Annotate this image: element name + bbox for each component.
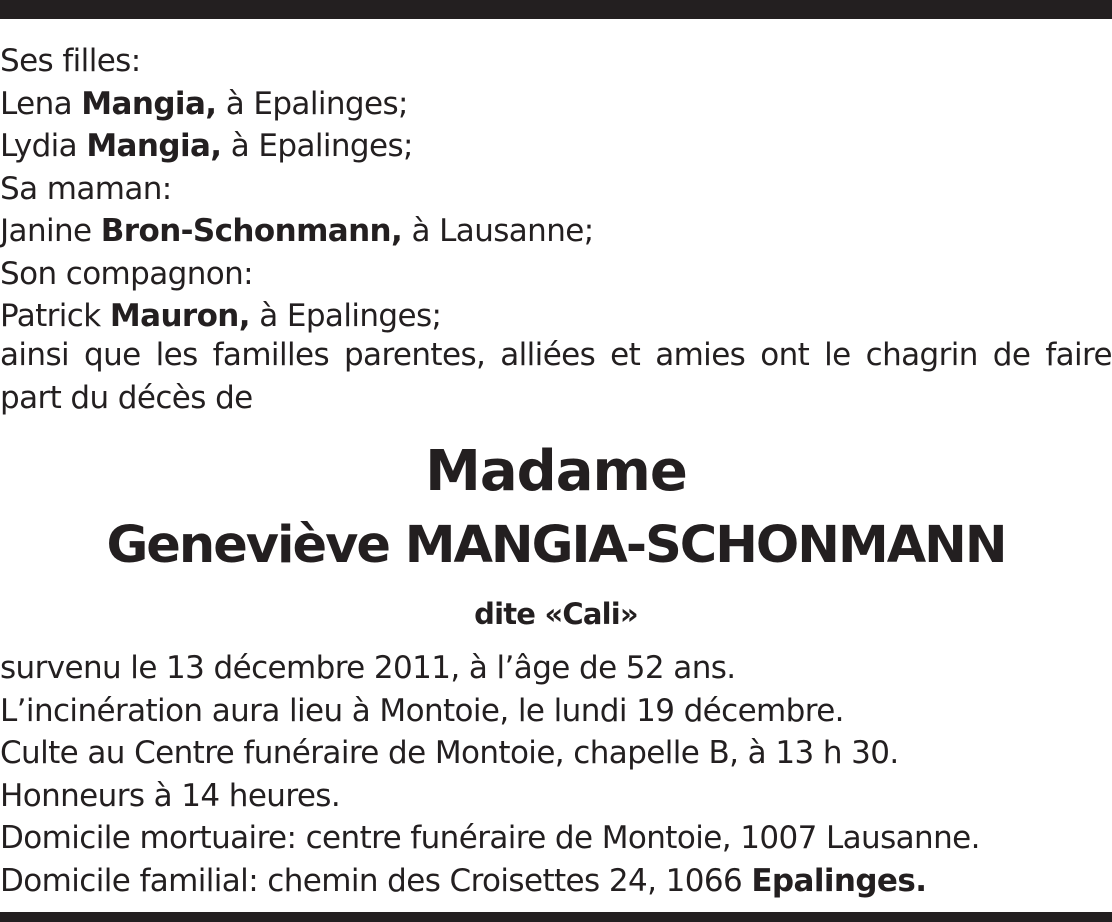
daughters-heading: Ses filles:: [0, 43, 141, 79]
daughter-place: à Epalinges;: [216, 85, 408, 122]
announcement: [0, 334, 1112, 419]
daughter-place: à Epalinges;: [221, 128, 413, 164]
daughter-first-name: Lydia: [0, 128, 87, 164]
daughter-last-name: Mangia,: [81, 85, 217, 122]
mother-first-name: Janine: [0, 213, 101, 249]
mother-heading: Sa maman:: [0, 170, 172, 207]
daughter-entry-lena: [0, 83, 1112, 126]
top-rule: [0, 0, 1112, 19]
bottom-rule: [0, 912, 1112, 922]
cremation-line: L’incinération aura lieu à Montoie, le lundi 19 décembre.: [0, 692, 844, 729]
family-home-address: Domicile familial: chemin des Croisettes 24, 1066: [0, 862, 752, 899]
partner-first-name: Patrick: [0, 298, 110, 334]
mother-entry: [0, 210, 1112, 253]
honours-line: Honneurs à 14 heures.: [0, 777, 341, 814]
partner-place: à Epalinges;: [249, 298, 442, 334]
family-home-line: [0, 860, 1112, 903]
deceased-name: Geneviève MANGIA-SCHONMANN: [106, 516, 1006, 575]
deceased-nickname: dite «Cali»: [474, 597, 638, 631]
family-list: [0, 40, 1112, 338]
funeral-details: [0, 647, 1112, 902]
partner-last-name: Mauron,: [109, 298, 250, 334]
mother-place: à Lausanne;: [402, 213, 594, 249]
family-home-town: Epalinges.: [751, 862, 927, 899]
daughter-last-name: Mangia,: [86, 128, 222, 164]
daughter-first-name: Lena: [0, 85, 82, 122]
announcement-line-1: ainsi que les familles parentes, alliées et amies ont le chagrin de faire: [0, 337, 1112, 373]
deceased-title: Madame: [425, 439, 687, 504]
partner-entry: [0, 295, 1112, 338]
partner-heading: Son compagnon:: [0, 255, 254, 292]
mother-last-name: Bron-Schonmann,: [100, 213, 403, 249]
funeral-home-line: Domicile mortuaire: centre funéraire de Montoie, 1007 Lausanne.: [0, 820, 980, 856]
announcement-line-2: part du décès de: [0, 379, 253, 416]
daughter-entry-lydia: [0, 125, 1112, 168]
death-date-line: survenu le 13 décembre 2011, à l’âge de 52 ans.: [0, 650, 736, 686]
service-line: Culte au Centre funéraire de Montoie, chapelle B, à 13 h 30.: [0, 735, 899, 771]
